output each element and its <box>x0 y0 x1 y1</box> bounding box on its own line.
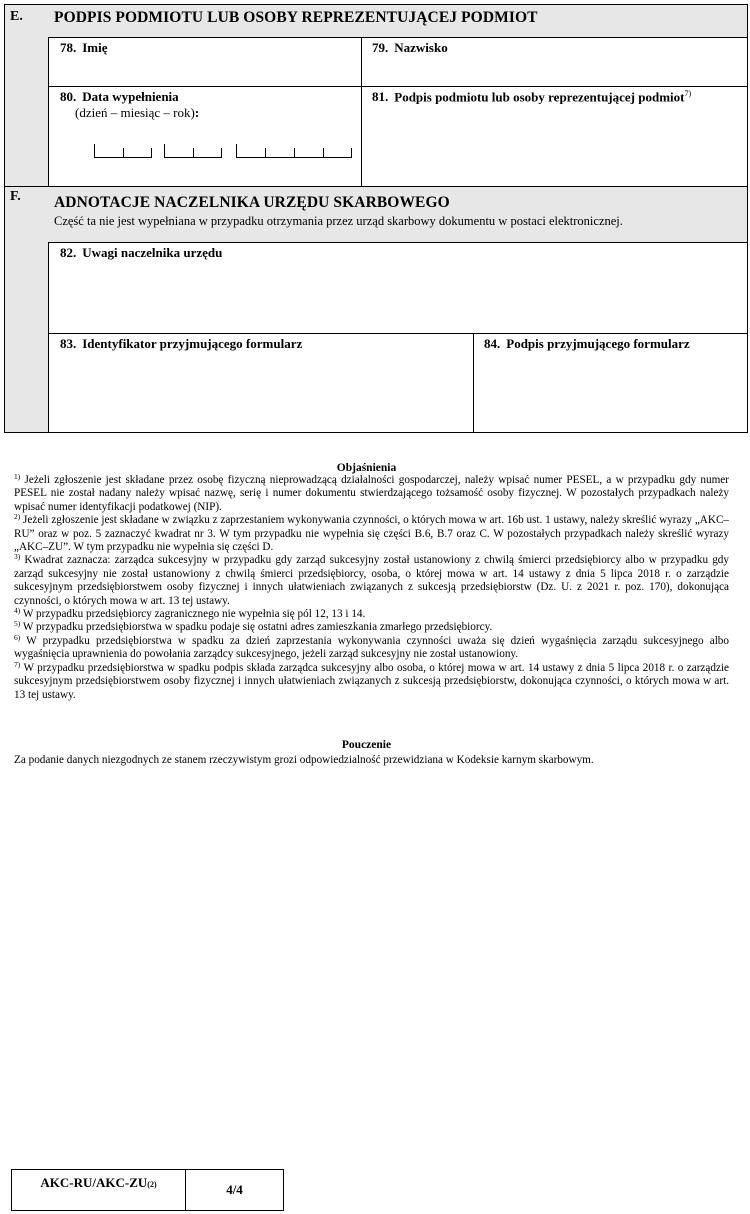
field-83-label: 83. Identyfikator przyjmującego formularz <box>60 336 303 351</box>
pouczenie-title: Pouczenie <box>341 739 392 751</box>
section-e-title: PODPIS PODMIOTU LUB OSOBY REPREZENTUJĄCEJ PODMIOT <box>54 9 538 26</box>
form-code: AKC-RU/AKC-ZU(2) <box>40 1175 157 1190</box>
section-f-title: ADNOTACJE NACZELNIKA URZĘDU SKARBOWEGO <box>54 194 450 211</box>
footnote-7: $^{7)}$ W przypadku przedsiębiorstwa w spadku podpis składa zarządca sukcesyjny albo osoba, o której mowa w art. 14 ustawy z dnia 5 lipca 2018 r. o zarządzie sukcesyjnym przedsiębiorstwem osoby fizycznej i innych ułatwieniach związanych z sukcesją przedsiębiorstw, dokonująca czynności, o których mowa w art. 13 tej ustawy. <box>14 659 729 701</box>
year-boxes[interactable] <box>236 144 352 158</box>
field-81-signature[interactable] <box>361 86 748 187</box>
footnote-4: $^{4)}$ W przypadku przedsiębiorcy zagranicznego nie wypełnia się pól 12, 13 i 14. <box>14 606 366 621</box>
explanations-title: Objaśnienia <box>336 462 397 474</box>
footnote-6: $^{6)}$ W przypadku przedsiębiorstwa w spadku za dzień zaprzestania wykonywania czynności uważa się dzień wygaśnięcia zarządu sukcesyjnego albo wygaśnięcia uprawnienia do powołania zarządcy sukcesyjnego, jeżeli zarząd sukcesyjny nie został ustanowiony. <box>14 632 729 661</box>
section-e-letter: E. <box>10 9 23 24</box>
day-boxes[interactable] <box>94 144 152 158</box>
field-80-fill-date[interactable] <box>48 86 362 187</box>
footnote-1: $^{1)}$ Jeżeli zgłoszenie jest składane przez osobę fizyczną nieprowadzącą działalności gospodarczej, należy wpisać numer PESEL, a w przypadku gdy numer PESEL nie został nadany należy wpisać nazwę, serię i numer dokumentu stwierdzającego tożsamość osoby fizycznej. W pozostałych przypadkach należy wpisać numer identyfikacji podatkowej (NIP). <box>14 472 729 513</box>
field-82-office-remarks[interactable] <box>48 242 748 334</box>
field-80-label: 80. Data wypełnienia <box>60 89 179 104</box>
field-81-label: 81. Podpis podmiotu lub osoby reprezentującej podmiot$^{7)}$ <box>372 89 692 105</box>
footnote-3: $^{3)}$ Kwadrat zaznacza: zarządca sukcesyjny w przypadku gdy zarząd sukcesyjny został ustanowiony z chwilą śmierci przedsiębiorcy albo w przypadku gdy zarząd sukcesyjny nie został ustanowiony z chwilą śmierci przedsiębiorcy, osoba, o której mowa w art. 14 ustawy z dnia 5 lipca 2018 r. o zarządzie sukcesyjnym przedsiębiorstwem osoby fizycznej i innych ułatwieniach związanych z sukcesją przedsiębiorstw (Dz. U. z 2021 r. poz. 170), dokonująca czynności, o których mowa w art. 13 tej ustawy. <box>14 552 729 607</box>
field-79-last-name[interactable] <box>361 37 748 87</box>
section-f-note: Część ta nie jest wypełniana w przypadku otrzymania przez urząd skarbowy dokumentu w postaci elektronicznej. <box>54 214 623 228</box>
page-number: 4/4 <box>226 1182 243 1197</box>
field-84-label: 84. Podpis przyjmującego formularz <box>484 336 690 351</box>
field-84-receiver-signature[interactable] <box>473 333 748 433</box>
field-82-label: 82. Uwagi naczelnika urzędu <box>60 245 223 260</box>
footnote-2: $^{2)}$ Jeżeli zgłoszenie jest składane w związku z zaprzestaniem wykonywania czynności, o których mowa w art. 16b ust. 1 ustawy, należy skreślić wyrazy „AKC–RU” oraz w poz. 5 zaznaczyć kwadrat nr 3. W tym przypadku nie wypełnia się części B.6, B.7 oraz C. W pozostałych przypadkach należy skreślić wyrazy „AKC–ZU”. W tym przypadku nie wypełnia się części D. <box>14 512 729 554</box>
section-f-letter: F. <box>10 189 21 204</box>
footnote-5: $^{5)}$ W przypadku przedsiębiorstwa w spadku podaje się ostatni adres zamieszkania zmarłego przedsiębiorcy. <box>14 619 493 634</box>
month-boxes[interactable] <box>164 144 222 158</box>
field-80-date-format: (dzień – miesiąc – rok): <box>75 105 200 120</box>
explanations-list <box>14 474 729 702</box>
field-78-label: 78. Imię <box>60 40 108 55</box>
field-83-receiver-id[interactable] <box>48 333 474 433</box>
pouczenie-text: Za podanie danych niezgodnych ze stanem rzeczywistym grozi odpowiedzialność przewidziana w Kodeksie karnym skarbowym. <box>14 754 594 766</box>
field-78-first-name[interactable] <box>48 37 362 87</box>
field-79-label: 79. Nazwisko <box>372 40 448 55</box>
date-input-boxes[interactable] <box>94 144 354 160</box>
